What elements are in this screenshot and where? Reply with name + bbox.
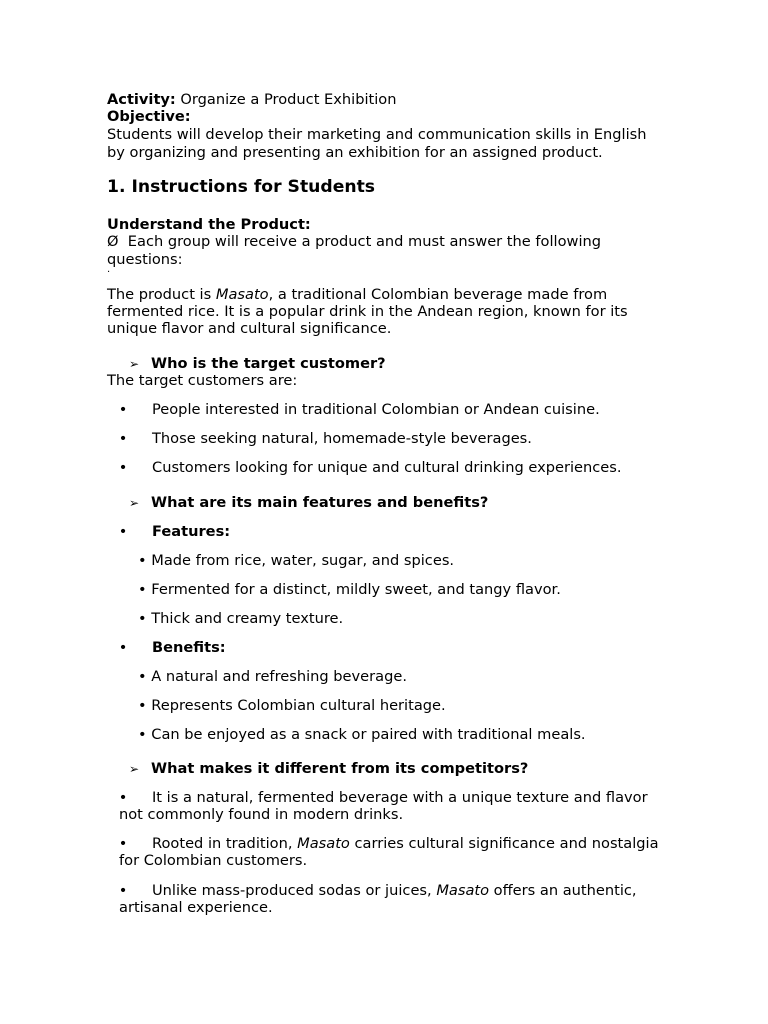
list-item bbox=[138, 726, 586, 744]
bullet-icon: • bbox=[138, 581, 147, 598]
activity-value: Organize a Product Exhibition bbox=[180, 91, 397, 108]
list-item: Those seeking natural, homemade-style beverages. bbox=[152, 430, 532, 447]
question-text: Who is the target customer? bbox=[151, 355, 386, 372]
benefits-label: Benefits: bbox=[152, 639, 226, 656]
list-item: People interested in traditional Colombian or Andean cuisine. bbox=[152, 401, 600, 418]
desc-post: , a traditional Colombian beverage made from bbox=[268, 286, 608, 303]
intro-text: Each group will receive a product and must answer the following bbox=[127, 233, 602, 250]
item3-pre: Unlike mass-produced sodas or juices, bbox=[152, 882, 437, 899]
question-target-customer bbox=[129, 355, 386, 374]
competitor-item2-line2: for Colombian customers. bbox=[119, 852, 308, 869]
benefit-text: Represents Colombian cultural heritage. bbox=[151, 697, 446, 714]
arrow-icon: ➢ bbox=[129, 357, 140, 371]
feature-text: Made from rice, water, sugar, and spices. bbox=[151, 552, 455, 569]
bullet-icon: • bbox=[118, 789, 128, 806]
benefit-text: Can be enjoyed as a snack or paired with traditional meals. bbox=[151, 726, 586, 743]
objective-label: Objective: bbox=[107, 108, 191, 125]
competitor-item1-line1: It is a natural, fermented beverage with a unique texture and flavor bbox=[152, 789, 648, 806]
question-competitors bbox=[129, 760, 528, 779]
middle-dot: · bbox=[107, 267, 111, 278]
list-item bbox=[138, 697, 446, 715]
item3-post: offers an authentic, bbox=[489, 882, 637, 899]
product-description-line1 bbox=[107, 286, 607, 304]
objective-text-line1: Students will develop their marketing and communication skills in English bbox=[107, 126, 647, 143]
activity-line bbox=[107, 91, 397, 109]
list-item: Customers looking for unique and cultural drinking experiences. bbox=[152, 459, 622, 476]
arrow-icon: ➢ bbox=[129, 496, 140, 510]
subheading-understand-product: Understand the Product: bbox=[107, 216, 311, 233]
competitor-item3-line1 bbox=[152, 882, 637, 900]
activity-label: Activity: bbox=[107, 91, 176, 108]
bullet-icon: • bbox=[118, 401, 128, 418]
target-lead: The target customers are: bbox=[107, 372, 298, 389]
list-item bbox=[138, 668, 407, 686]
bullet-icon: • bbox=[138, 610, 147, 627]
bullet-icon: • bbox=[138, 726, 147, 743]
benefit-text: A natural and refreshing beverage. bbox=[151, 668, 407, 685]
product-description-line2: fermented rice. It is a popular drink in the Andean region, known for its bbox=[107, 303, 628, 320]
product-name: Masato bbox=[436, 882, 490, 899]
intro-line2: questions: bbox=[107, 251, 183, 268]
product-name: Masato bbox=[297, 835, 350, 852]
item2-post: carries cultural significance and nostalgia bbox=[349, 835, 659, 852]
competitor-item2-line1 bbox=[152, 835, 659, 853]
question-text: What are its main features and benefits? bbox=[151, 494, 489, 511]
bullet-icon: • bbox=[118, 523, 128, 540]
list-item bbox=[138, 552, 454, 570]
bullet-icon: • bbox=[118, 639, 128, 656]
question-features-benefits bbox=[129, 494, 488, 513]
list-item bbox=[138, 581, 561, 599]
feature-text: Thick and creamy texture. bbox=[151, 610, 344, 627]
objective-text-line2: by organizing and presenting an exhibition for an assigned product. bbox=[107, 144, 603, 161]
product-description-line3: unique flavor and cultural significance. bbox=[107, 320, 392, 337]
bullet-icon: • bbox=[138, 552, 147, 569]
product-name: Masato bbox=[215, 286, 269, 303]
bullet-icon: • bbox=[138, 697, 147, 714]
bullet-icon: • bbox=[118, 835, 128, 852]
item2-pre: Rooted in tradition, bbox=[152, 835, 298, 852]
bullet-icon: • bbox=[118, 882, 128, 899]
intro-line1 bbox=[107, 233, 601, 251]
bullet-icon: • bbox=[138, 668, 147, 685]
competitor-item3-line2: artisanal experience. bbox=[119, 899, 273, 916]
bullet-icon: • bbox=[118, 430, 128, 447]
feature-text: Fermented for a distinct, mildly sweet, and tangy flavor. bbox=[151, 581, 561, 598]
section-title: 1. Instructions for Students bbox=[107, 177, 376, 197]
bullet-icon: • bbox=[118, 459, 128, 476]
competitor-item1-line2: not commonly found in modern drinks. bbox=[119, 806, 404, 823]
features-label: Features: bbox=[152, 523, 231, 540]
question-text: What makes it different from its competitors? bbox=[151, 760, 529, 777]
arrow-icon: ➢ bbox=[129, 762, 140, 776]
symbol-o-slash: Ø bbox=[107, 233, 119, 250]
desc-pre: The product is bbox=[107, 286, 216, 303]
list-item bbox=[138, 610, 343, 628]
